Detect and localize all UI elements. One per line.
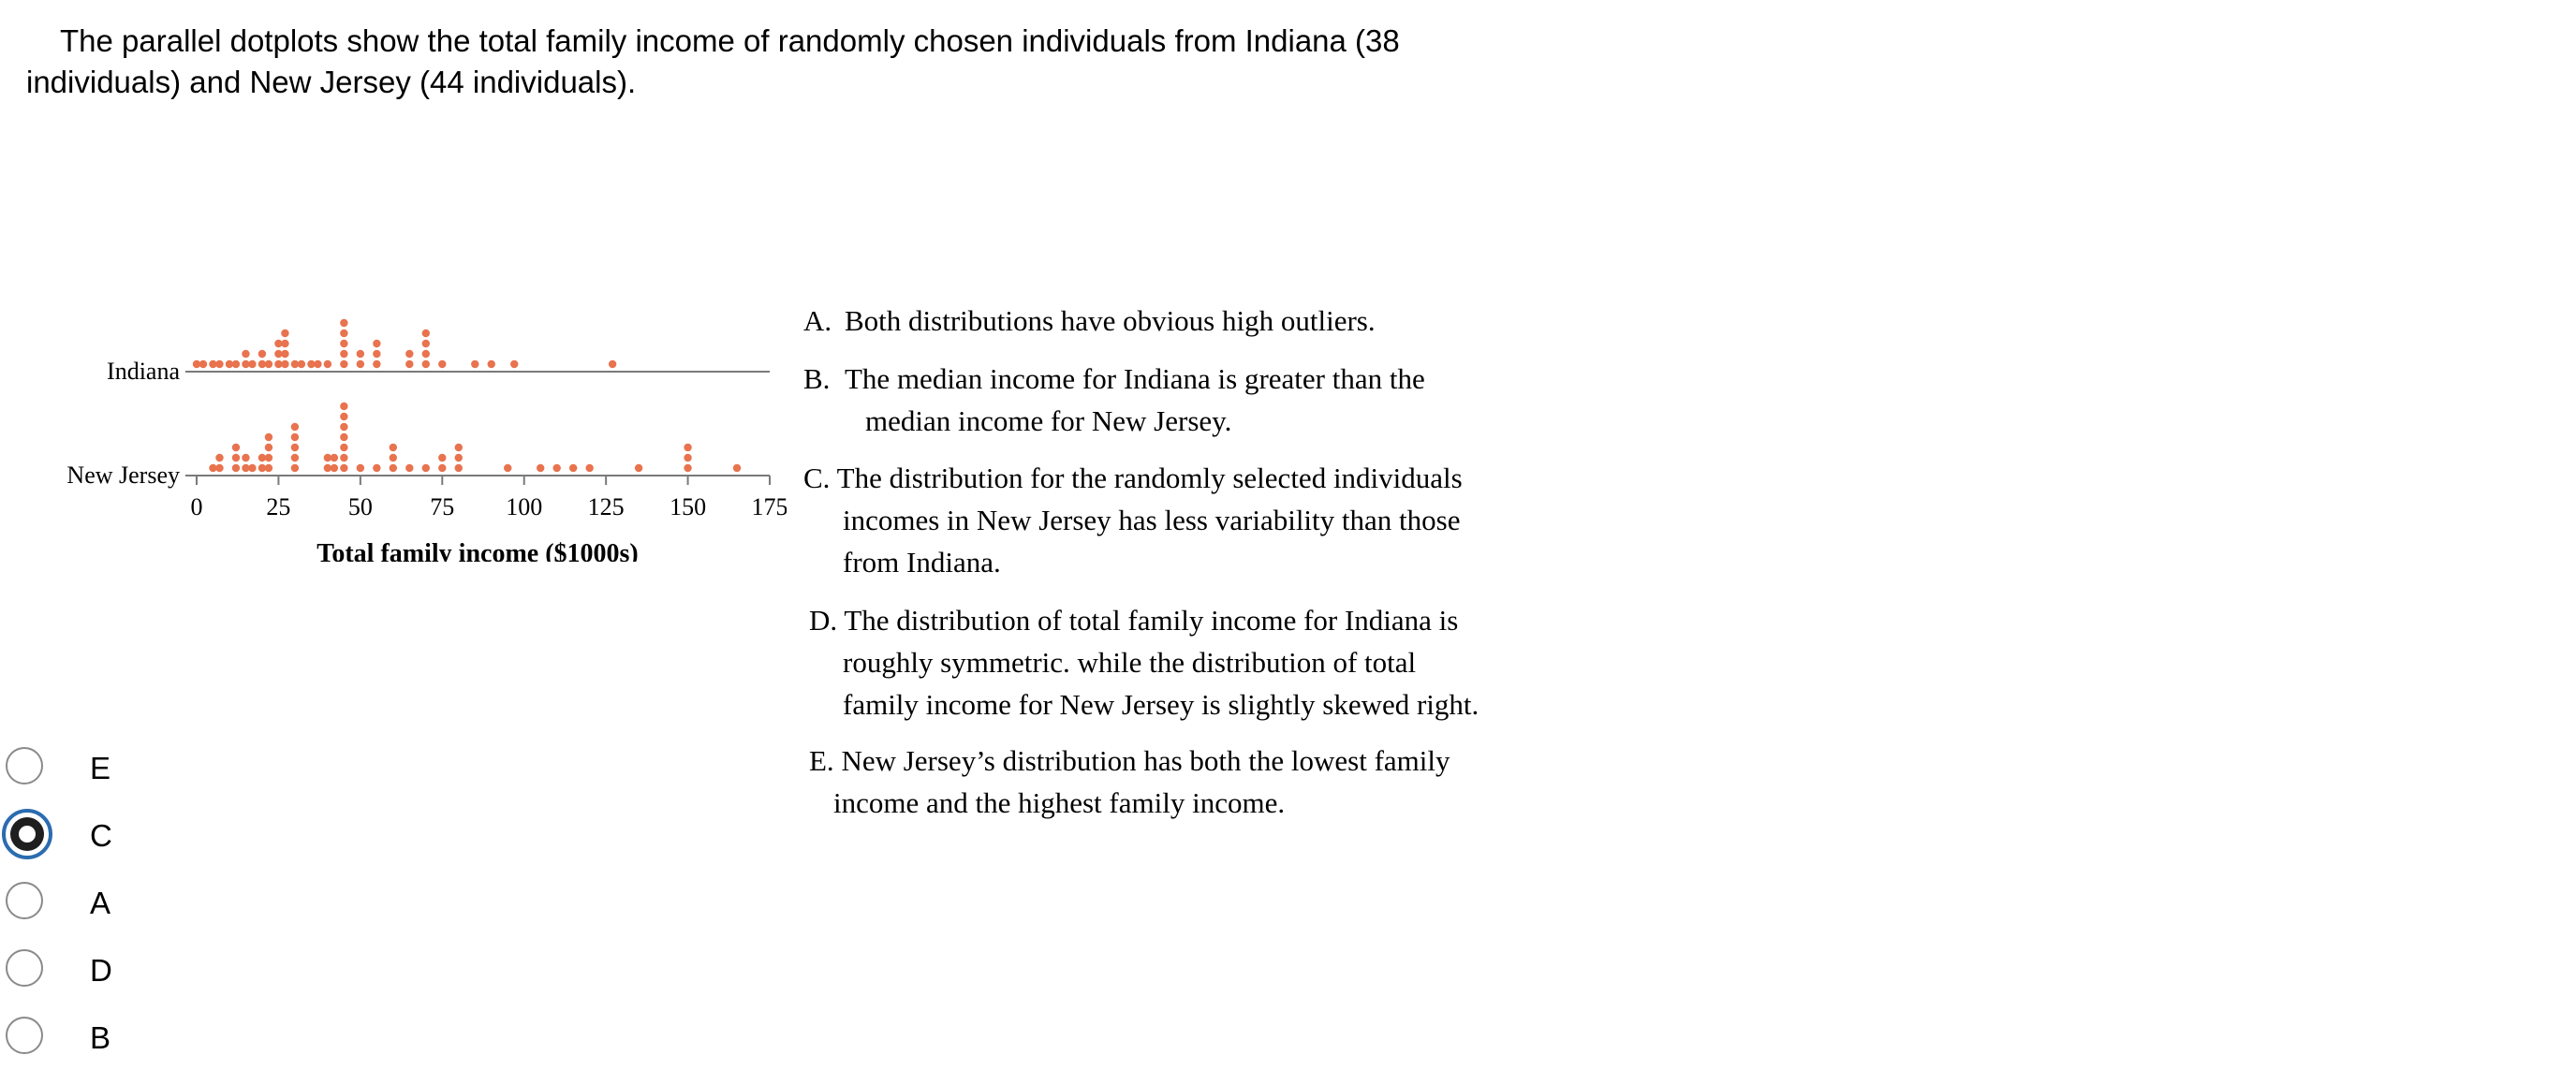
dot-new-jersey [405,464,413,472]
option-c [803,457,1463,583]
dot-new-jersey [265,433,272,441]
dot-new-jersey [215,464,223,472]
dot-indiana [357,350,364,358]
dot-new-jersey [684,464,691,472]
dots-layer [193,319,741,472]
radio-button[interactable] [6,1017,43,1054]
dot-indiana [405,360,413,368]
dot-new-jersey [455,464,463,472]
dot-indiana [510,360,518,368]
dot-indiana [340,350,347,358]
dot-new-jersey [291,423,299,431]
dot-new-jersey [733,464,741,472]
option-c-line-2: incomes in New Jersey has less variability than those [843,504,1461,536]
dot-new-jersey [537,464,544,472]
x-tick-label: 25 [266,493,291,520]
dot-new-jersey [552,464,560,472]
answer-option-a[interactable] [0,874,281,931]
option-d-line-3: family income for New Jersey is slightly skewed right. [843,688,1479,721]
dot-new-jersey [232,464,240,472]
dot-indiana [373,360,380,368]
dot-new-jersey [684,444,691,451]
dot-indiana [422,350,430,358]
dot-indiana [199,360,207,368]
dot-new-jersey [635,464,642,472]
option-a-line-1: Both distributions have obvious high outliers. [845,304,1376,337]
dot-new-jersey [340,464,347,472]
option-b-letter: B. [803,362,831,395]
dot-indiana [488,360,495,368]
dot-indiana [281,350,288,358]
x-tick-label: 50 [347,493,373,520]
answer-option-e[interactable] [0,740,281,796]
x-tick-label: 150 [670,493,707,520]
dot-indiana [258,350,266,358]
dot-indiana [281,330,288,337]
dot-indiana [340,360,347,368]
dot-indiana [373,350,380,358]
option-d-line-1: The distribution of total family income for Indiana is [844,604,1459,637]
answer-label: E [90,751,111,785]
dot-indiana [215,360,223,368]
dot-new-jersey [248,464,256,472]
dot-new-jersey [331,464,338,472]
dot-indiana [405,350,413,358]
dot-new-jersey [291,444,299,451]
dot-indiana [438,360,446,368]
dot-new-jersey [291,454,299,462]
dot-indiana [242,350,249,358]
radio-button[interactable] [6,882,43,919]
dot-new-jersey [504,464,511,472]
radio-button[interactable] [6,949,43,987]
dot-new-jersey [340,433,347,441]
dot-indiana [232,360,240,368]
dot-new-jersey [265,454,272,462]
dot-new-jersey [340,454,347,462]
option-b-line-2: median income for New Jersey. [865,404,1232,437]
answer-option-c[interactable] [0,807,281,863]
option-b [803,358,1425,442]
dot-new-jersey [340,413,347,420]
dot-indiana [281,360,288,368]
dot-indiana [265,360,272,368]
dot-new-jersey [455,444,463,451]
dot-indiana [471,360,478,368]
dot-new-jersey [265,464,272,472]
dot-new-jersey [569,464,577,472]
dot-new-jersey [340,444,347,451]
option-c-line-1: The distribution for the randomly selected individuals [836,462,1463,494]
radio-button[interactable] [6,747,43,784]
dot-indiana [314,360,321,368]
dot-indiana [340,340,347,347]
option-c-line-3: from Indiana. [843,546,1001,579]
dot-new-jersey [265,444,272,451]
dotplot [37,206,787,566]
option-e [809,740,1450,824]
question-text: The parallel dotplots show the total family income of randomly chosen individuals from Indiana (38 individuals) and New Jersey (44 individuals). [26,23,1400,99]
dot-new-jersey [215,454,223,462]
dot-new-jersey [232,444,240,451]
dot-new-jersey [340,403,347,410]
option-e-letter: E. [809,744,834,777]
x-tick-label: 0 [190,493,203,520]
dot-new-jersey [373,464,380,472]
option-d-line-2: roughly symmetric. while the distribution of total [843,646,1417,679]
x-tick-label: 100 [506,493,543,520]
dot-new-jersey [232,454,240,462]
series-label-indiana: Indiana [107,358,180,385]
dot-new-jersey [455,454,463,462]
x-axis-ticks [197,476,770,485]
answer-label: A [90,886,111,920]
dot-new-jersey [438,464,446,472]
answer-label: D [90,953,112,988]
x-tick-label: 75 [430,493,455,520]
option-e-line-2: income and the highest family income. [833,786,1286,819]
option-b-line-1: The median income for Indiana is greater than the [845,362,1425,395]
option-a [803,300,1376,342]
dot-new-jersey [585,464,593,472]
dot-new-jersey [242,454,249,462]
dot-new-jersey [340,423,347,431]
dot-new-jersey [684,454,691,462]
option-c-letter: C. [803,462,831,494]
answer-label: B [90,1020,111,1055]
dot-new-jersey [331,454,338,462]
option-a-letter: A. [803,304,832,337]
x-axis-label: Total family income ($1000s) [316,539,639,562]
answer-label: C [90,818,112,853]
x-axis-tick-labels [191,493,788,520]
option-d-letter: D. [809,604,838,637]
x-tick-label: 175 [751,493,787,520]
x-tick-label: 125 [587,493,625,520]
dot-indiana [422,330,430,337]
dot-indiana [340,330,347,337]
option-d [809,599,1479,726]
dot-indiana [324,360,331,368]
dot-new-jersey [291,433,299,441]
dotplot-svg [37,206,787,562]
dot-new-jersey [357,464,364,472]
question-figure [0,150,1573,819]
dot-indiana [422,360,430,368]
radio-button-selected[interactable] [2,809,52,859]
dot-indiana [609,360,616,368]
answer-option-d[interactable] [0,942,281,998]
dot-indiana [340,319,347,327]
dot-indiana [373,340,380,347]
dot-new-jersey [438,454,446,462]
dot-indiana [422,340,430,347]
dot-indiana [248,360,256,368]
answer-option-b[interactable] [0,1009,281,1065]
dot-indiana [298,360,305,368]
dot-new-jersey [390,444,397,451]
dot-new-jersey [422,464,430,472]
series-label-new-jersey: New Jersey [66,462,180,489]
dot-new-jersey [390,464,397,472]
option-e-line-1: New Jersey’s distribution has both the lowest family [841,744,1450,777]
dot-indiana [281,340,288,347]
dot-new-jersey [390,454,397,462]
dot-new-jersey [291,464,299,472]
dot-indiana [357,360,364,368]
